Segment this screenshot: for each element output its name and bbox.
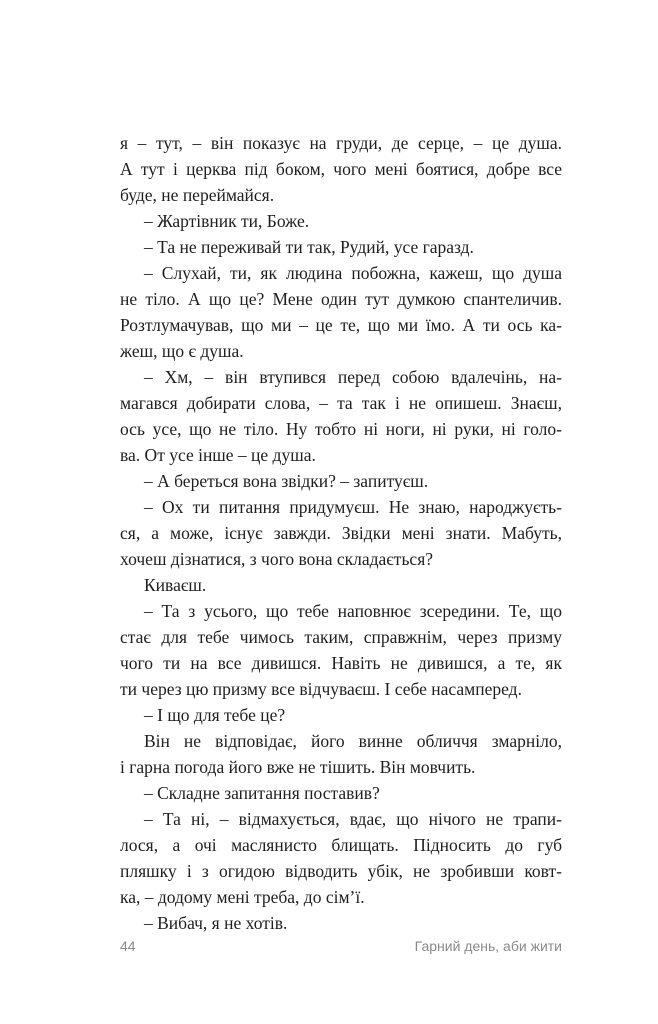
text-line: – Жартівник ти, Боже. xyxy=(144,211,310,231)
text-line: магався добирати слова, – та так і не опишеш. Знаєш, xyxy=(120,393,562,413)
text-line: ти через цю призму все відчуваєш. І себе насамперед. xyxy=(120,679,522,699)
text-line: – Ох ти питання придумуєш. Не знаю, народжуєть- xyxy=(144,497,562,517)
text-line: – Слухай, ти, як людина побожна, кажеш, що душа xyxy=(144,263,562,283)
text-line: – Хм, – він втупився перед собою вдалечінь, на- xyxy=(144,367,562,387)
text-line: – І що для тебе це? xyxy=(144,705,286,725)
text-line: буде, не переймайся. xyxy=(120,185,275,205)
text-line: чого ти на все дивишся. Навіть не дивишся, а те, як xyxy=(120,653,562,673)
text-line: я – тут, – він показує на груди, де серце, – це душа. xyxy=(120,133,562,153)
text-line: Киваєш. xyxy=(144,575,207,595)
text-line: Він не відповідає, його винне обличчя змарніло, xyxy=(144,731,562,751)
text-line: жеш, що є душа. xyxy=(120,341,244,361)
text-line: А тут і церква під боком, чого мені боятися, добре все xyxy=(120,159,562,179)
text-line: хочеш дізнатися, з чого вона складається? xyxy=(120,549,434,569)
page-number: 44 xyxy=(120,938,136,954)
text-line: – Та не переживай ти так, Рудий, усе гаразд. xyxy=(144,237,474,257)
running-title: Гарний день, аби жити xyxy=(414,938,562,954)
text-line: ось усе, що не тіло. Ну тобто ні ноги, ні руки, ні голо- xyxy=(120,419,562,439)
text-line: – Складне запитання поставив? xyxy=(144,783,380,803)
text-line: і гарна погода його вже не тішить. Він мовчить. xyxy=(120,757,476,777)
text-line: стає для тебе чимось таким, справжнім, через призму xyxy=(120,627,562,647)
text-line: – А береться вона звідки? – запитуєш. xyxy=(144,471,429,491)
text-line: – Та ні, – відмахується, вдає, що нічого не трапи- xyxy=(144,809,562,829)
text-line: ка, – додому мені треба, до сім’ї. xyxy=(120,887,365,907)
text-line: ва. От усе інше – це душа. xyxy=(120,445,316,465)
text-line: пляшку і з огидою відводить убік, не зробивши ковт- xyxy=(120,861,562,881)
book-page-text xyxy=(120,130,562,936)
text-line: лося, а очі маслянисто блищать. Підносить до губ xyxy=(120,835,562,855)
text-line: ся, а може, існує завжди. Звідки мені знати. Мабуть, xyxy=(120,523,562,543)
text-line: – Вибач, я не хотів. xyxy=(144,913,288,933)
text-line: – Та з усього, що тебе наповнює зсередини. Те, що xyxy=(144,601,562,621)
text-line: не тіло. А що це? Мене один тут думкою спантеличив. xyxy=(120,289,562,309)
text-line: Розтлумачував, що ми – це те, що ми їмо. А ти ось ка- xyxy=(120,315,562,335)
